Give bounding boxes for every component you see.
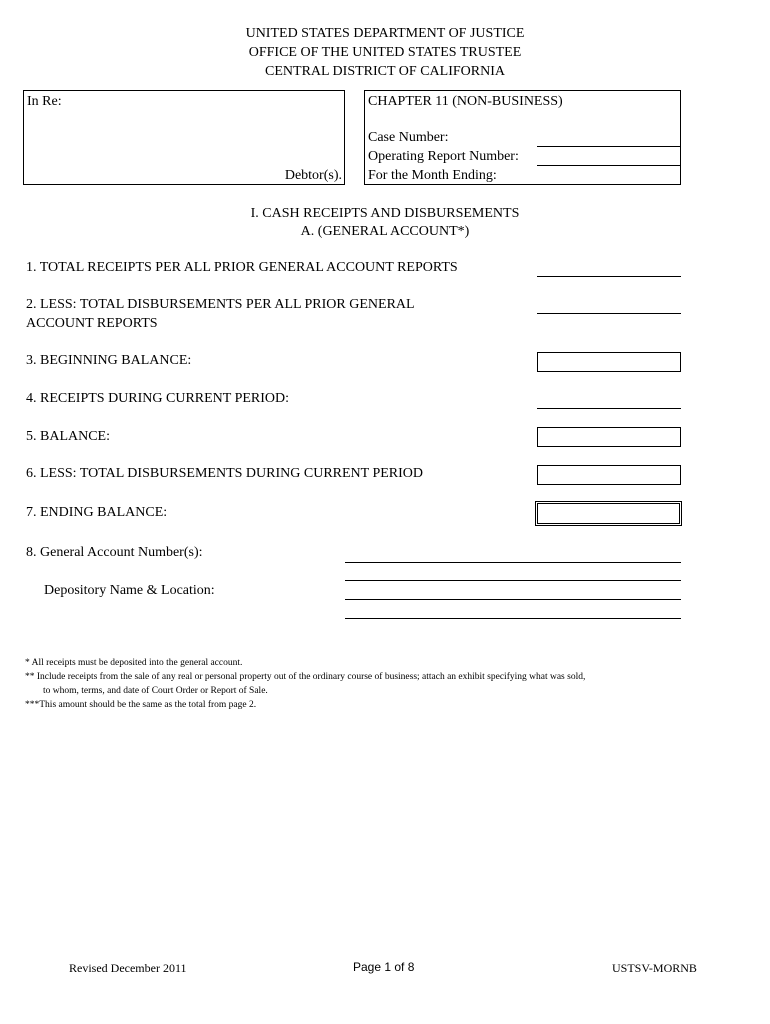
- header-line-3: CENTRAL DISTRICT OF CALIFORNIA: [265, 64, 505, 79]
- beginning-balance-field[interactable]: [537, 352, 681, 372]
- account-number-line-2[interactable]: [345, 580, 681, 581]
- header-line-2: OFFICE OF THE UNITED STATES TRUSTEE: [248, 45, 522, 60]
- footnote-2: ** Include receipts from the sale of any real or personal property out of the ordinary course of business; attach an exhibit specifying what was sold,: [25, 672, 586, 682]
- section-title: I. CASH RECEIPTS AND DISBURSEMENTS: [250, 206, 520, 221]
- in-re-box: [23, 90, 345, 185]
- form-id: USTSV-MORNB: [612, 961, 697, 975]
- item-4-label: 4. RECEIPTS DURING CURRENT PERIOD:: [26, 391, 290, 406]
- section-subtitle: A. (GENERAL ACCOUNT*): [300, 224, 470, 239]
- item-2-field[interactable]: [537, 313, 681, 314]
- operating-report-label: Operating Report Number:: [368, 149, 519, 164]
- item-5-label: 5. BALANCE:: [26, 429, 110, 444]
- item-7-label: 7. ENDING BALANCE:: [26, 505, 168, 520]
- in-re-label: In Re:: [27, 94, 62, 109]
- depository-line-2[interactable]: [345, 618, 681, 619]
- case-info-box: [364, 90, 681, 185]
- item-1-field[interactable]: [537, 276, 681, 277]
- footnote-1: * All receipts must be deposited into the general account.: [25, 658, 243, 668]
- case-number-field[interactable]: [537, 146, 681, 147]
- ending-balance-field[interactable]: [535, 501, 682, 526]
- depository-label: Depository Name & Location:: [44, 583, 215, 598]
- item-3-label: 3. BEGINNING BALANCE:: [26, 353, 192, 368]
- balance-field[interactable]: [537, 427, 681, 447]
- chapter-label: CHAPTER 11 (NON-BUSINESS): [368, 94, 563, 109]
- case-number-label: Case Number:: [368, 130, 449, 145]
- debtor-label: Debtor(s).: [284, 168, 342, 183]
- item-8-label: 8. General Account Number(s):: [26, 545, 203, 560]
- header-line-1: UNITED STATES DEPARTMENT OF JUSTICE: [245, 26, 525, 41]
- operating-report-field[interactable]: [537, 165, 681, 166]
- revised-date: Revised December 2011: [69, 961, 187, 975]
- debtor-name-input[interactable]: [74, 111, 338, 161]
- account-number-line-1[interactable]: [345, 562, 681, 563]
- depository-line-1[interactable]: [345, 599, 681, 600]
- month-ending-label: For the Month Ending:: [368, 168, 497, 183]
- footnote-3: ***This amount should be the same as the total from page 2.: [25, 700, 257, 710]
- item-2-label: 2. LESS: TOTAL DISBURSEMENTS PER ALL PRIOR GENERAL: [26, 297, 415, 312]
- page-number: Page 1 of 8: [353, 960, 415, 974]
- footnote-2-cont: to whom, terms, and date of Court Order or Report of Sale.: [43, 686, 268, 696]
- item-1-label: 1. TOTAL RECEIPTS PER ALL PRIOR GENERAL ACCOUNT REPORTS: [26, 260, 458, 275]
- disbursements-current-field[interactable]: [537, 465, 681, 485]
- receipts-current-field[interactable]: [537, 408, 681, 409]
- item-2-label-cont: ACCOUNT REPORTS: [26, 316, 158, 331]
- item-6-label: 6. LESS: TOTAL DISBURSEMENTS DURING CURRENT PERIOD: [26, 466, 424, 481]
